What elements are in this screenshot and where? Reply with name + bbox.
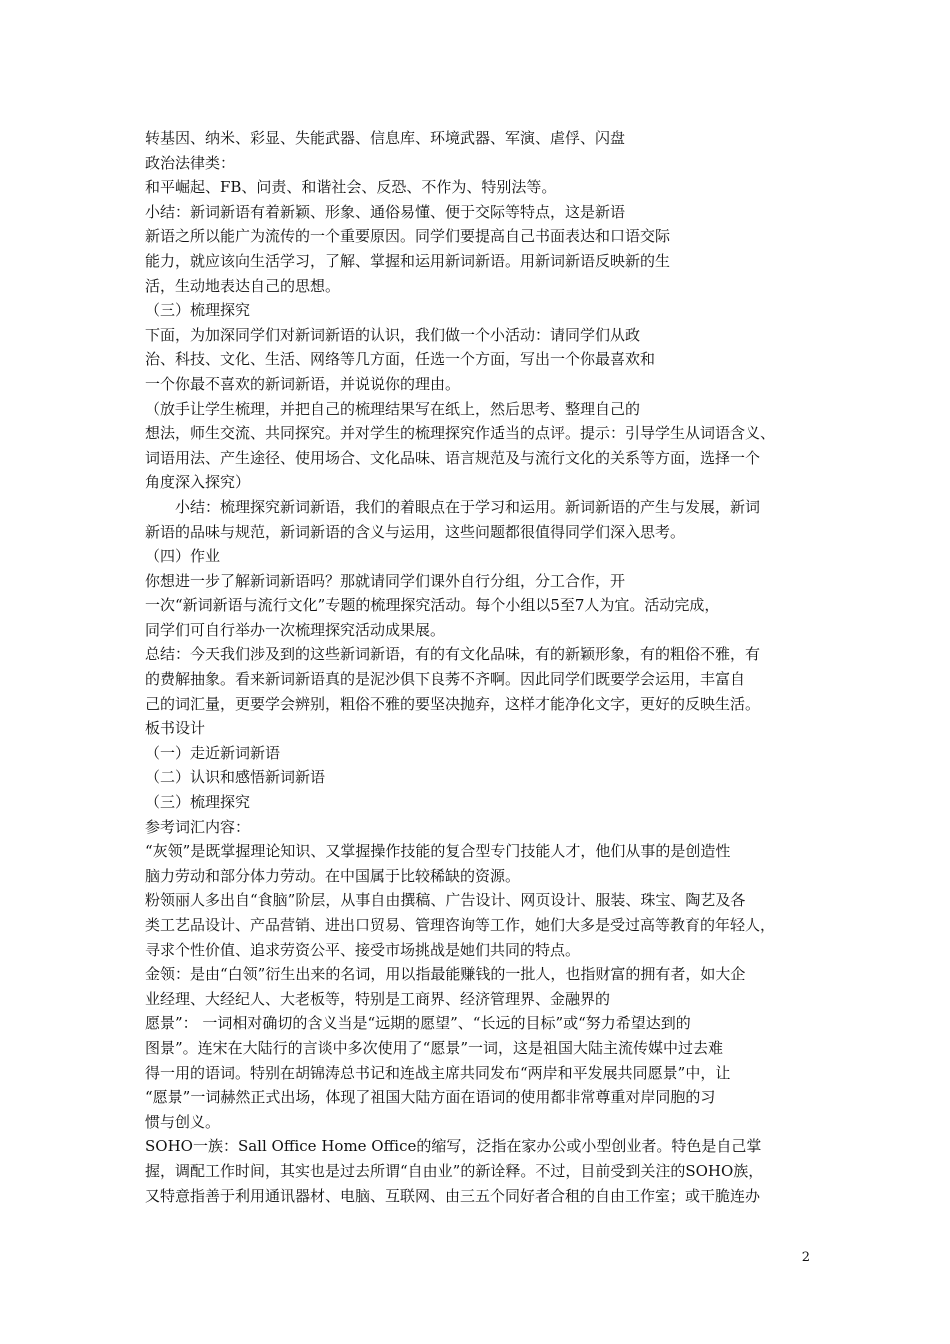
- text-line: 参考词汇内容：: [145, 817, 251, 836]
- text-line: 转基因、纳米、彩显、失能武器、信息库、环境武器、军演、虐俘、闪盘: [145, 129, 626, 147]
- text-line: 治、科技、文化、生活、网络等几方面，任选一个方面，写出一个你最喜欢和: [145, 350, 656, 369]
- text-line: 脑力劳动和部分体力劳动。在中国属于比较稀缺的资源。: [145, 866, 521, 885]
- text-line: 小结：新词新语有着新颖、形象、通俗易懂、便于交际等特点，这是新语: [145, 202, 626, 221]
- text-line: 类工艺品设计、产品营销、进出口贸易、管理咨询等工作，她们大多是受过高等教育的年轻人，: [145, 916, 776, 934]
- page-number: 2: [801, 1250, 810, 1265]
- section-heading: （四）作业: [145, 547, 221, 566]
- text-line: 你想进一步了解新词新语吗？那就请同学们课外自行分组，分工合作，开: [145, 571, 626, 590]
- text-line: 业经理、大经纪人、大老板等，特别是工商界、经济管理界、金融界的: [145, 989, 611, 1008]
- text-line: 和平崛起、FB、问责、和谐社会、反恐、不作为、特别法等。: [145, 178, 557, 197]
- text-line: 一个你最不喜欢的新词新语，并说说你的理由。: [145, 374, 461, 393]
- text-line: 握，调配工作时间，其实也是过去所谓“自由业”的新诠释。不过，目前受到关注的SOHO族，: [145, 1161, 764, 1180]
- text-line: 新语的品味与规范，新词新语的含义与运用，这些问题都很值得同学们深入思考。: [145, 522, 686, 541]
- text-line: 的费解抽象。看来新词新语真的是泥沙俱下良莠不齐啊。因此同学们既要学会运用，丰富自: [145, 670, 746, 689]
- text-line: 愿景”： 一词相对确切的含义当是“远期的愿望”、“长远的目标”或“努力希望达到的: [145, 1014, 691, 1033]
- text-line: 又特意指善于利用通讯器材、电脑、互联网、由三五个同好者合租的自由工作室；或干脆连办: [145, 1186, 761, 1205]
- text-line: 同学们可自行举办一次梳理探究活动成果展。: [145, 620, 446, 639]
- text-line: 想法，师生交流、共同探究。并对学生的梳理探究作适当的点评。提示：引导学生从词语含义、: [145, 424, 776, 443]
- section-heading: （三）梳理探究: [145, 301, 251, 320]
- body-text: [145, 126, 825, 1208]
- text-line: 惯与创义。: [145, 1112, 221, 1131]
- text-line: 粉领丽人多出自“食脑”阶层，从事自由撰稿、广告设计、网页设计、服装、珠宝、陶艺及各: [145, 891, 746, 910]
- text-line: “灰领”是既掌握理论知识、又掌握操作技能的复合型专门技能人才，他们从事的是创造性: [145, 842, 731, 861]
- text-line: 金领：是由“白领”衍生出来的名词，用以指最能赚钱的一批人，也指财富的拥有者，如大企: [145, 965, 746, 984]
- text-line: （放手让学生梳理，并把自己的梳理结果写在纸上，然后思考、整理自己的: [145, 399, 641, 418]
- text-line: 词语用法、产生途径、使用场合、文化品味、语言规范及与流行文化的关系等方面，选择一个: [145, 448, 761, 467]
- text-line: 小结：梳理探究新词新语，我们的着眼点在于学习和运用。新词新语的产生与发展，新词: [175, 497, 761, 516]
- text-line: 新语之所以能广为流传的一个重要原因。同学们要提高自己书面表达和口语交际: [145, 227, 671, 246]
- text-line: 能力，就应该向生活学习，了解、掌握和运用新词新语。用新词新语反映新的生: [145, 251, 671, 270]
- text-line: 政治法律类：: [145, 153, 236, 172]
- text-line: 下面，为加深同学们对新词新语的认识，我们做一个小活动：请同学们从政: [145, 325, 641, 344]
- text-line: 寻求个性价值、追求劳资公平、接受市场挑战是她们共同的特点。: [145, 940, 581, 959]
- text-line: （一）走近新词新语: [145, 743, 281, 762]
- text-line: 角度深入探究）: [145, 473, 251, 492]
- text-line: 图景”。连宋在大陆行的言谈中多次使用了“愿景”一词，这是祖国大陆主流传媒中过去难: [145, 1038, 724, 1057]
- section-heading: 板书设计: [145, 719, 206, 738]
- text-line: （三）梳理探究: [145, 793, 251, 812]
- text-line: 得一用的语词。特别在胡锦涛总书记和连战主席共同发布“两岸和平发展共同愿景”中，让: [145, 1063, 731, 1082]
- text-line: （二）认识和感悟新词新语: [145, 768, 326, 787]
- text-line: 活，生动地表达自己的思想。: [145, 276, 341, 295]
- text-line: SOHO一族：Sall Office Home Office的缩写，泛指在家办公或小型创业者。特色是自己掌: [145, 1137, 762, 1156]
- text-line: “愿景”一词赫然正式出场，体现了祖国大陆方面在语词的使用都非常尊重对岸同胞的习: [145, 1088, 716, 1107]
- text-line: 总结：今天我们涉及到的这些新词新语，有的有文化品味，有的新颖形象，有的粗俗不雅，有: [145, 645, 761, 664]
- text-line: 一次“新词新语与流行文化”专题的梳理探究活动。每个小组以5至7人为宜。活动完成，: [145, 596, 720, 615]
- text-line: 己的词汇量，更要学会辨别，粗俗不雅的要坚决抛弃，这样才能净化文字，更好的反映生活。: [145, 694, 761, 713]
